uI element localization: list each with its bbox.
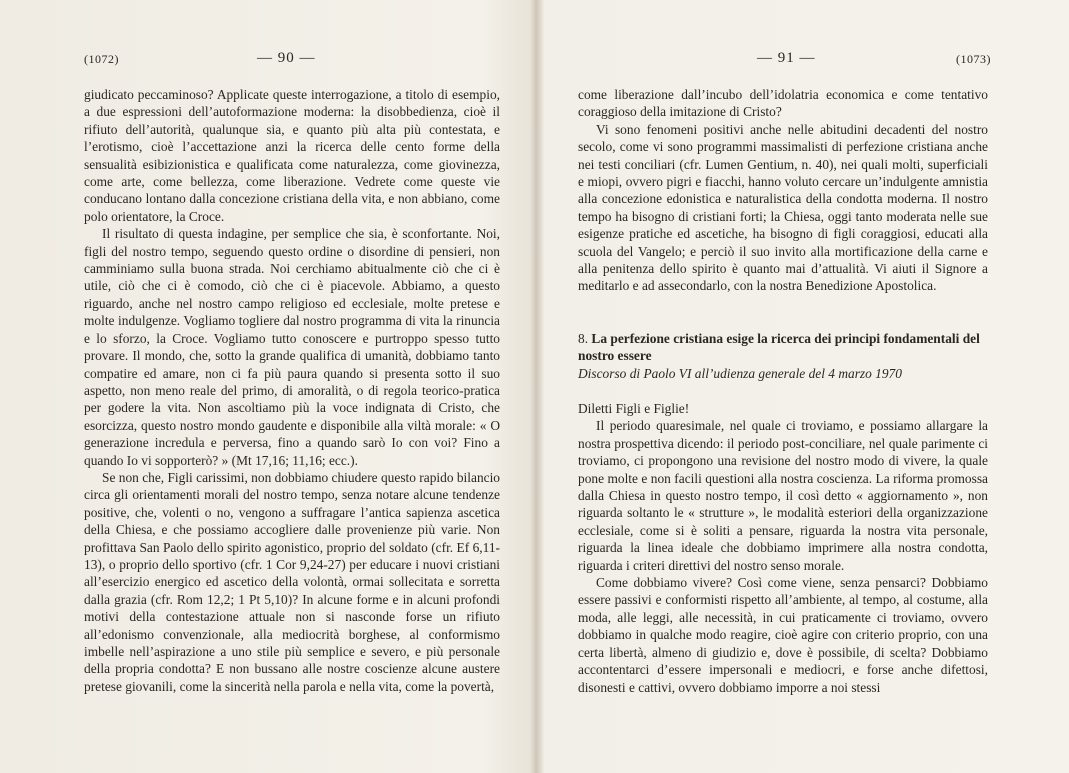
right-page-code: (1073) bbox=[956, 52, 991, 66]
left-page-code: (1072) bbox=[84, 52, 119, 66]
section-subtitle: Discorso di Paolo VI all’udienza generale del 4 marzo 1970 bbox=[578, 365, 902, 381]
right-page-number: — 91 — bbox=[757, 50, 816, 66]
paragraph: Vi sono fenomeni positivi anche nelle abitudini decadenti del nostro secolo, come vi sono programmi massimalisti di perfezione cristiana anche nei testi conciliari (cfr. Lumen Gentium, n. 40), nei quali molti, superficiali e miopi, ovvero pigri e fiacchi, hanno voluto cercare un’indulgente amnistia alla concezione edonistica e naturalistica della condotta moderna. Il nostro tempo ha bisogno di cristiani forti; la Chiesa, oggi tanto moderata nelle sue esigenze pratiche ed ascetiche, ha bisogno di figli coraggiosi, educati alla scuola del Vangelo; e perciò il suo invito alla mortificazione della carne e alla penitenza dello spirito è quanto mai d’attualità. Vi aiuti il Signore a meditarlo e ad assecondarlo, con la nostra Benedizione Apostolica. bbox=[578, 121, 988, 294]
book-gutter bbox=[530, 0, 544, 773]
paragraph: Il risultato di questa indagine, per semplice che sia, è sconfortante. Noi, figli del nostro tempo, seguendo questo ordine o disordine di pensieri, non camminiamo sulla buona strada. Noi cerchiamo abitualmente ciò che ci è utile, ciò che ci è comodo, ciò che ci è piacevole. Abbiamo, a questo riguardo, anche nel nostro campo religioso ed ecclesiale, molte pretese e molte indulgenze. Vogliamo togliere dal nostro programma di vita la rinuncia e lo sforzo, la Croce. Vogliamo tutto conoscere e purtroppo spesso tutto provare. Il mondo, che, sotto la grande qualifica di umanità, dobbiamo tanto compatire ed amare, non ci fa più paura quando si presenta sotto il suo aspetto, non meno reale del primo, di amoralità, o di regola teorico-pratica per godere la vita. Non ascoltiamo più la voce indignata di Cristo, che esorcizza, questo nostro mondo gaudente e disponibile alla viltà morale: « O generazione incredula e perversa, fino a quando sarò Io con voi? Fino a quando Io vi sopporterò? » (Mt 17,16; 11,16; ecc.). bbox=[84, 226, 500, 468]
section-heading bbox=[578, 330, 988, 382]
section-number: 8. bbox=[578, 331, 589, 346]
right-page bbox=[544, 0, 1069, 773]
left-page-number: — 90 — bbox=[257, 50, 316, 66]
right-page-body-bottom bbox=[578, 400, 988, 696]
right-page-body-top bbox=[578, 86, 988, 295]
paragraph: Il periodo quaresimale, nel quale ci troviamo, e possiamo allargare la nostra prospettiva dicendo: il periodo post-conciliare, nel quale parimente ci troviamo, ci propongono una revisione del nostro modo di vivere, la quale pone molte e non facili questioni alla nostra coscienza. La riforma promossa dalla Chiesa in questo nostro tempo, il così detto « aggiornamento », non riguarda soltanto le « strutture », le modalità esteriori della organizzazione ecclesiale, come si è soliti a pensare, riguarda la nostra vita personale, riguarda la linea ideale che dobbiamo imprimere alla nostra condotta, riguarda i criteri direttivi del nostro senso morale. bbox=[578, 418, 988, 573]
section-title: La perfezione cristiana esige la ricerca dei principi fondamentali del nostro essere bbox=[578, 331, 980, 364]
paragraph: come liberazione dall’incubo dell’idolatria economica e come tentativo coraggioso della imitazione di Cristo? bbox=[578, 87, 988, 120]
salutation: Diletti Figli e Figlie! bbox=[578, 401, 690, 416]
paragraph: giudicato peccaminoso? Applicate queste interrogazione, a titolo di esempio, a due espressioni dell’autoformazione moderna: la disobbedienza, cioè il rifiuto dell’autorità, qualunque sia, e quanto più alta più contestata, e l’erotismo, cioè l’accettazione anzi la ricerca delle cento forme della sensualità esibizionistica e qualificata come naturalezza, come giovinezza, come arte, come bellezza, come liberazione. Vedrete come queste vie conducano lontano dalla concezione cristiana della vita, e non abbiano, come polo orientatore, la Croce. bbox=[84, 87, 500, 224]
left-page-body bbox=[84, 86, 500, 695]
paragraph: Come dobbiamo vivere? Così come viene, senza pensarci? Dobbiamo essere passivi e conformisti rispetto all’ambiente, al tempo, al costume, alla moda, alle leggi, alle necessità, in cui praticamente ci troviamo, ovvero dobbiamo in qualche modo reagire, cioè agire con criterio proprio, con una certa libertà, almeno di giudizio e, dove è possibile, di scelta? Dobbiamo accontentarci d’essere impersonali e mediocri, e forse anche difettosi, disonesti e cattivi, ovvero dobbiamo imporre a noi stessi bbox=[578, 575, 988, 695]
paragraph: Se non che, Figli carissimi, non dobbiamo chiudere questo rapido bilancio circa gli orientamenti morali del nostro tempo, senza notare alcune tendenze positive, che, volenti o no, vengono a suffragare l’antica sapienza ascetica della Chiesa, e che possiamo accogliere dalle provenienze più varie. Non profittava San Paolo dello spirito agonistico, proprio del soldato (cfr. Ef 6,11-13), o proprio dello sportivo (cfr. 1 Cor 9,24-27) per educare i nuovi cristiani all’esercizio energico ed ascetico della volontà, ormai sollecitata e sorretta dalla grazia (cfr. Rom 12,2; 1 Pt 5,10)? In alcune forme e in alcuni profondi motivi della contestazione attuale non si nasconde forse un rifiuto all’edonismo convenzionale, alla mediocrità borghese, al conformismo imbelle nell’aspirazione a uno stile più semplice e severo, e più personale della propria condotta? E non bussano alle nostre coscienze alcune austere pretese giovanili, come la sincerità nella parola e nella vita, come la povertà, bbox=[84, 469, 500, 694]
left-page bbox=[0, 0, 530, 773]
